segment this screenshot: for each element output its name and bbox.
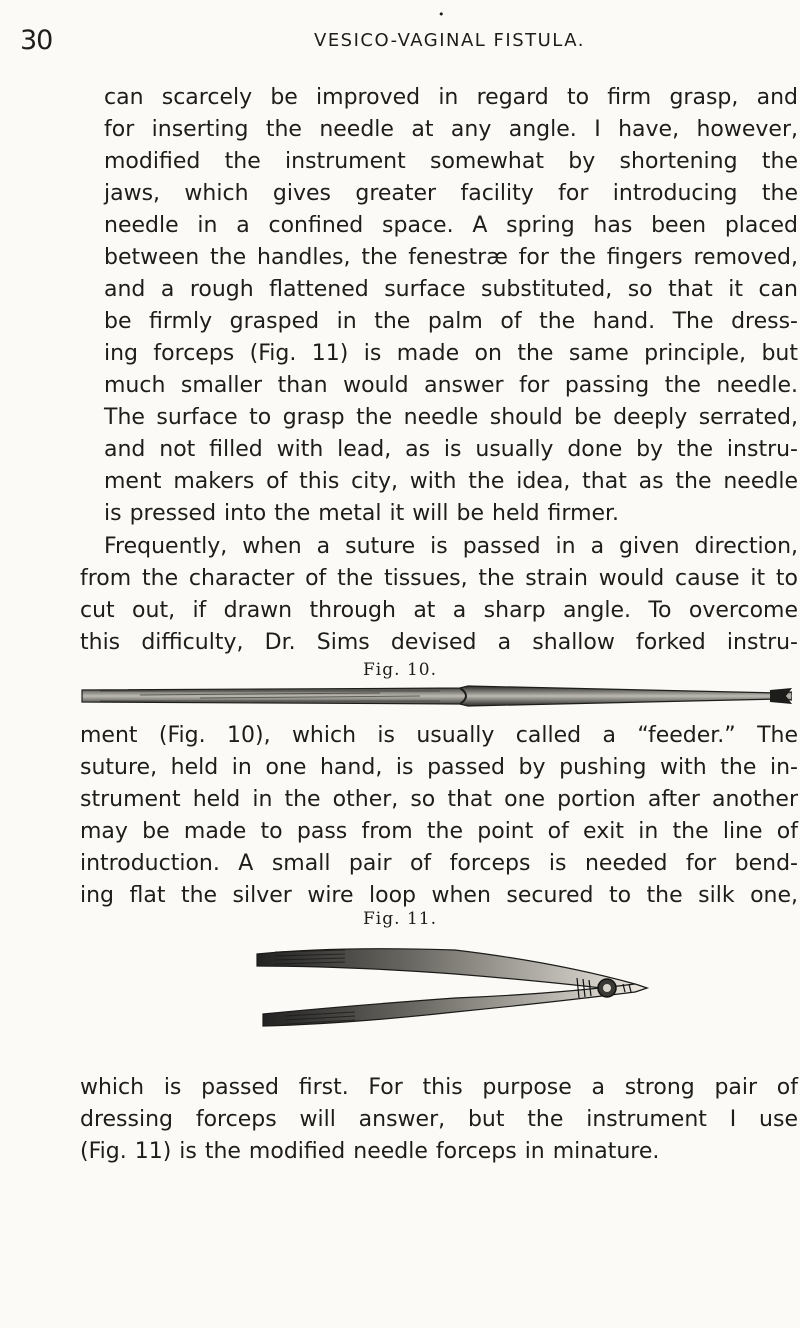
text-line: dressing forceps will answer, but the instrument I use bbox=[80, 1107, 798, 1132]
feeder-figure-10 bbox=[80, 684, 792, 708]
paragraph-2 bbox=[80, 531, 798, 659]
figure-11-caption: Fig. 11. bbox=[363, 909, 437, 929]
text-line: for inserting the needle at any angle. I have, however, bbox=[104, 117, 798, 142]
text-line: strument held in the other, so that one portion after another bbox=[80, 787, 798, 812]
text-line: between the handles, the fenestræ for the fingers removed, bbox=[104, 245, 798, 270]
text-line: modified the instrument somewhat by shortening the bbox=[104, 149, 798, 174]
text-line: be firmly grasped in the palm of the hand. The dress- bbox=[104, 309, 798, 334]
text-line: which is passed first. For this purpose a strong pair of bbox=[80, 1075, 798, 1100]
text-line: may be made to pass from the point of exit in the line of bbox=[80, 819, 798, 844]
text-line: ing forceps (Fig. 11) is made on the same principle, but bbox=[104, 341, 798, 366]
text-line: needle in a confined space. A spring has been placed bbox=[104, 213, 798, 238]
text-line: and not filled with lead, as is usually done by the instru- bbox=[104, 437, 798, 462]
dressing-forceps-figure-11 bbox=[255, 944, 655, 1030]
text-line: suture, held in one hand, is passed by pushing with the in- bbox=[80, 755, 798, 780]
text-line: this difficulty, Dr. Sims devised a shallow forked instru- bbox=[80, 630, 798, 655]
text-line: Frequently, when a suture is passed in a given direction, bbox=[104, 534, 798, 559]
figure-10-caption: Fig. 10. bbox=[363, 660, 437, 680]
text-line: cut out, if drawn through at a sharp angle. To overcome bbox=[80, 598, 798, 623]
text-line: can scarcely be improved in regard to firm grasp, and bbox=[104, 85, 798, 110]
text-line: ment makers of this city, with the idea, that as the needle bbox=[104, 469, 798, 494]
paragraph-3 bbox=[80, 720, 798, 912]
text-line: from the character of the tissues, the strain would cause it to bbox=[80, 566, 798, 591]
text-line: and a rough flattened surface substituted, so that it can bbox=[104, 277, 798, 302]
text-line: ment (Fig. 10), which is usually called a “feeder.” The bbox=[80, 723, 798, 748]
text-line: The surface to grasp the needle should be deeply serrated, bbox=[104, 405, 798, 430]
paragraph-4 bbox=[80, 1072, 798, 1168]
text-line: jaws, which gives greater facility for introducing the bbox=[104, 181, 798, 206]
running-title: VESICO-VAGINAL FISTULA. bbox=[314, 30, 585, 51]
header-ornament: • bbox=[438, 8, 445, 21]
text-line: much smaller than would answer for passing the needle. bbox=[104, 373, 798, 398]
text-line: introduction. A small pair of forceps is needed for bend- bbox=[80, 851, 798, 876]
text-line: is pressed into the metal it will be held firmer. bbox=[104, 501, 620, 526]
text-line: ing flat the silver wire loop when secured to the silk one, bbox=[80, 883, 798, 908]
paragraph-1 bbox=[80, 82, 798, 530]
text-line: (Fig. 11) is the modified needle forceps in minature. bbox=[80, 1139, 660, 1164]
page-number: 30 bbox=[20, 25, 53, 56]
